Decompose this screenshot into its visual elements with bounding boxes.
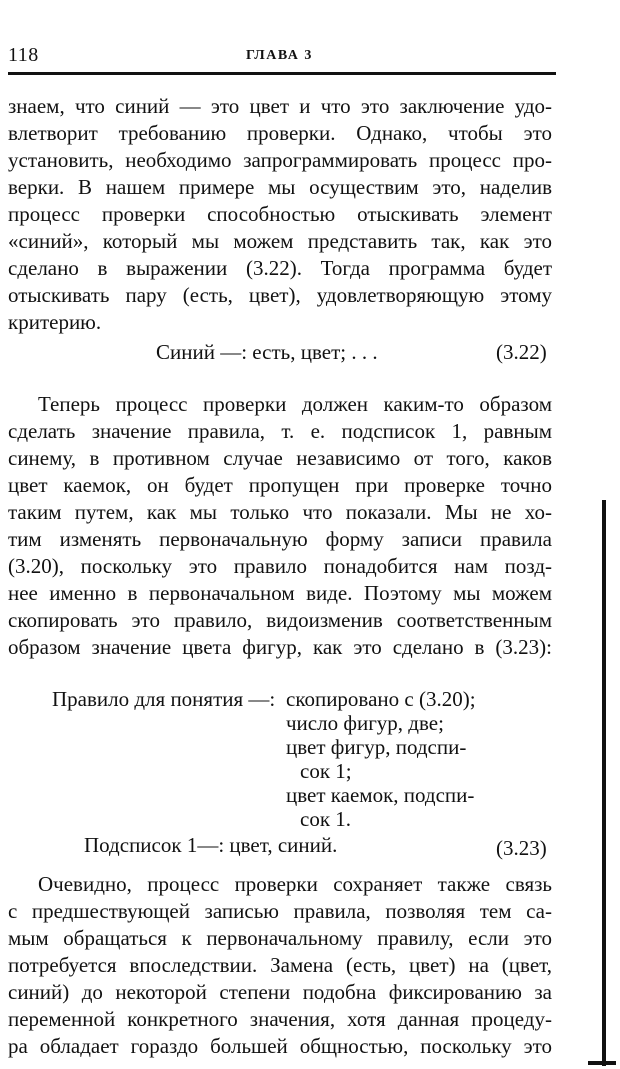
header-rule [8,72,556,75]
text-line: верки. В нашем примере мы осуществим это, наделив [8,175,552,199]
text-line: влетворит требованию проверки. Однако, чтобы это [8,121,552,145]
rule-line: число фигур, две; [286,711,444,735]
rule-line: цвет каемок, подспи- [286,783,475,807]
text-line: с предшествующей записью правила, позволяя тем са- [8,899,552,923]
text-line: нее именно в первоначальном виде. Поэтому мы можем [8,581,552,605]
text-line: ра обладает гораздо большей общностью, поскольку это [8,1034,552,1058]
text-line: Теперь процесс проверки должен каким-то образом [38,392,552,416]
binding-edge-bar [602,500,606,1066]
text-line: процесс проверки способностью отыскивать элемент [8,202,552,226]
text-line: цвет каемок, он будет пропущен при проверке точно [8,473,552,497]
page-number: 118 [8,44,39,66]
equation-number: (3.23) [496,836,547,860]
text-line: скопировать это правило, видоизменив соответственным [8,608,552,632]
rule-line: сок 1; [300,759,352,783]
text-line: критерию. [8,310,102,334]
text-line: сделать значение правила, т. е. подсписок 1, равным [8,419,552,443]
rule-line: скопировано с (3.20); [286,687,476,711]
text-line: Очевидно, процесс проверки сохраняет также связь [38,872,552,896]
equation-text: Синий —: есть, цвет; . . . [156,340,378,364]
binding-edge-foot [588,1061,616,1065]
text-line: мым обращаться к первоначальному правилу, если это [8,926,552,950]
rule-head: Правило для понятия —: [52,687,276,711]
text-line: «синий», который мы можем представить так, как это [8,229,552,253]
text-line: образом значение цвета фигур, как это сделано в (3.23): [8,635,552,659]
text-line: синий) до некоторой степени подобна фиксированию за [8,980,552,1004]
equation-number: (3.22) [496,340,547,364]
text-line: синему, в противном случае независимо от того, каков [8,446,552,470]
rule-line: цвет фигур, подспи- [286,735,467,759]
text-line: отыскивать пару (есть, цвет), удовлетворяющую этому [8,283,552,307]
text-line: установить, необходимо запрограммировать процесс про- [8,148,552,172]
text-line: (3.20), поскольку это правило понадобится нам позд- [8,554,552,578]
text-line: переменной конкретного значения, хотя данная процеду- [8,1007,552,1031]
page-header [0,40,620,80]
rule-line: сок 1. [300,807,352,831]
text-line: таким путем, как мы только что показали. Мы не хо- [8,500,552,524]
chapter-title: ГЛАВА 3 [246,48,313,63]
text-line: сделано в выражении (3.22). Тогда программа будет [8,256,552,280]
text-line: потребуется впоследствии. Замена (есть, цвет) на (цвет, [8,953,552,977]
text-line: тим изменять первоначальную форму записи правила [8,527,552,551]
text-line: знаем, что синий — это цвет и что это заключение удо- [8,94,552,118]
sublist-line: Подсписок 1—: цвет, синий. [84,833,338,857]
